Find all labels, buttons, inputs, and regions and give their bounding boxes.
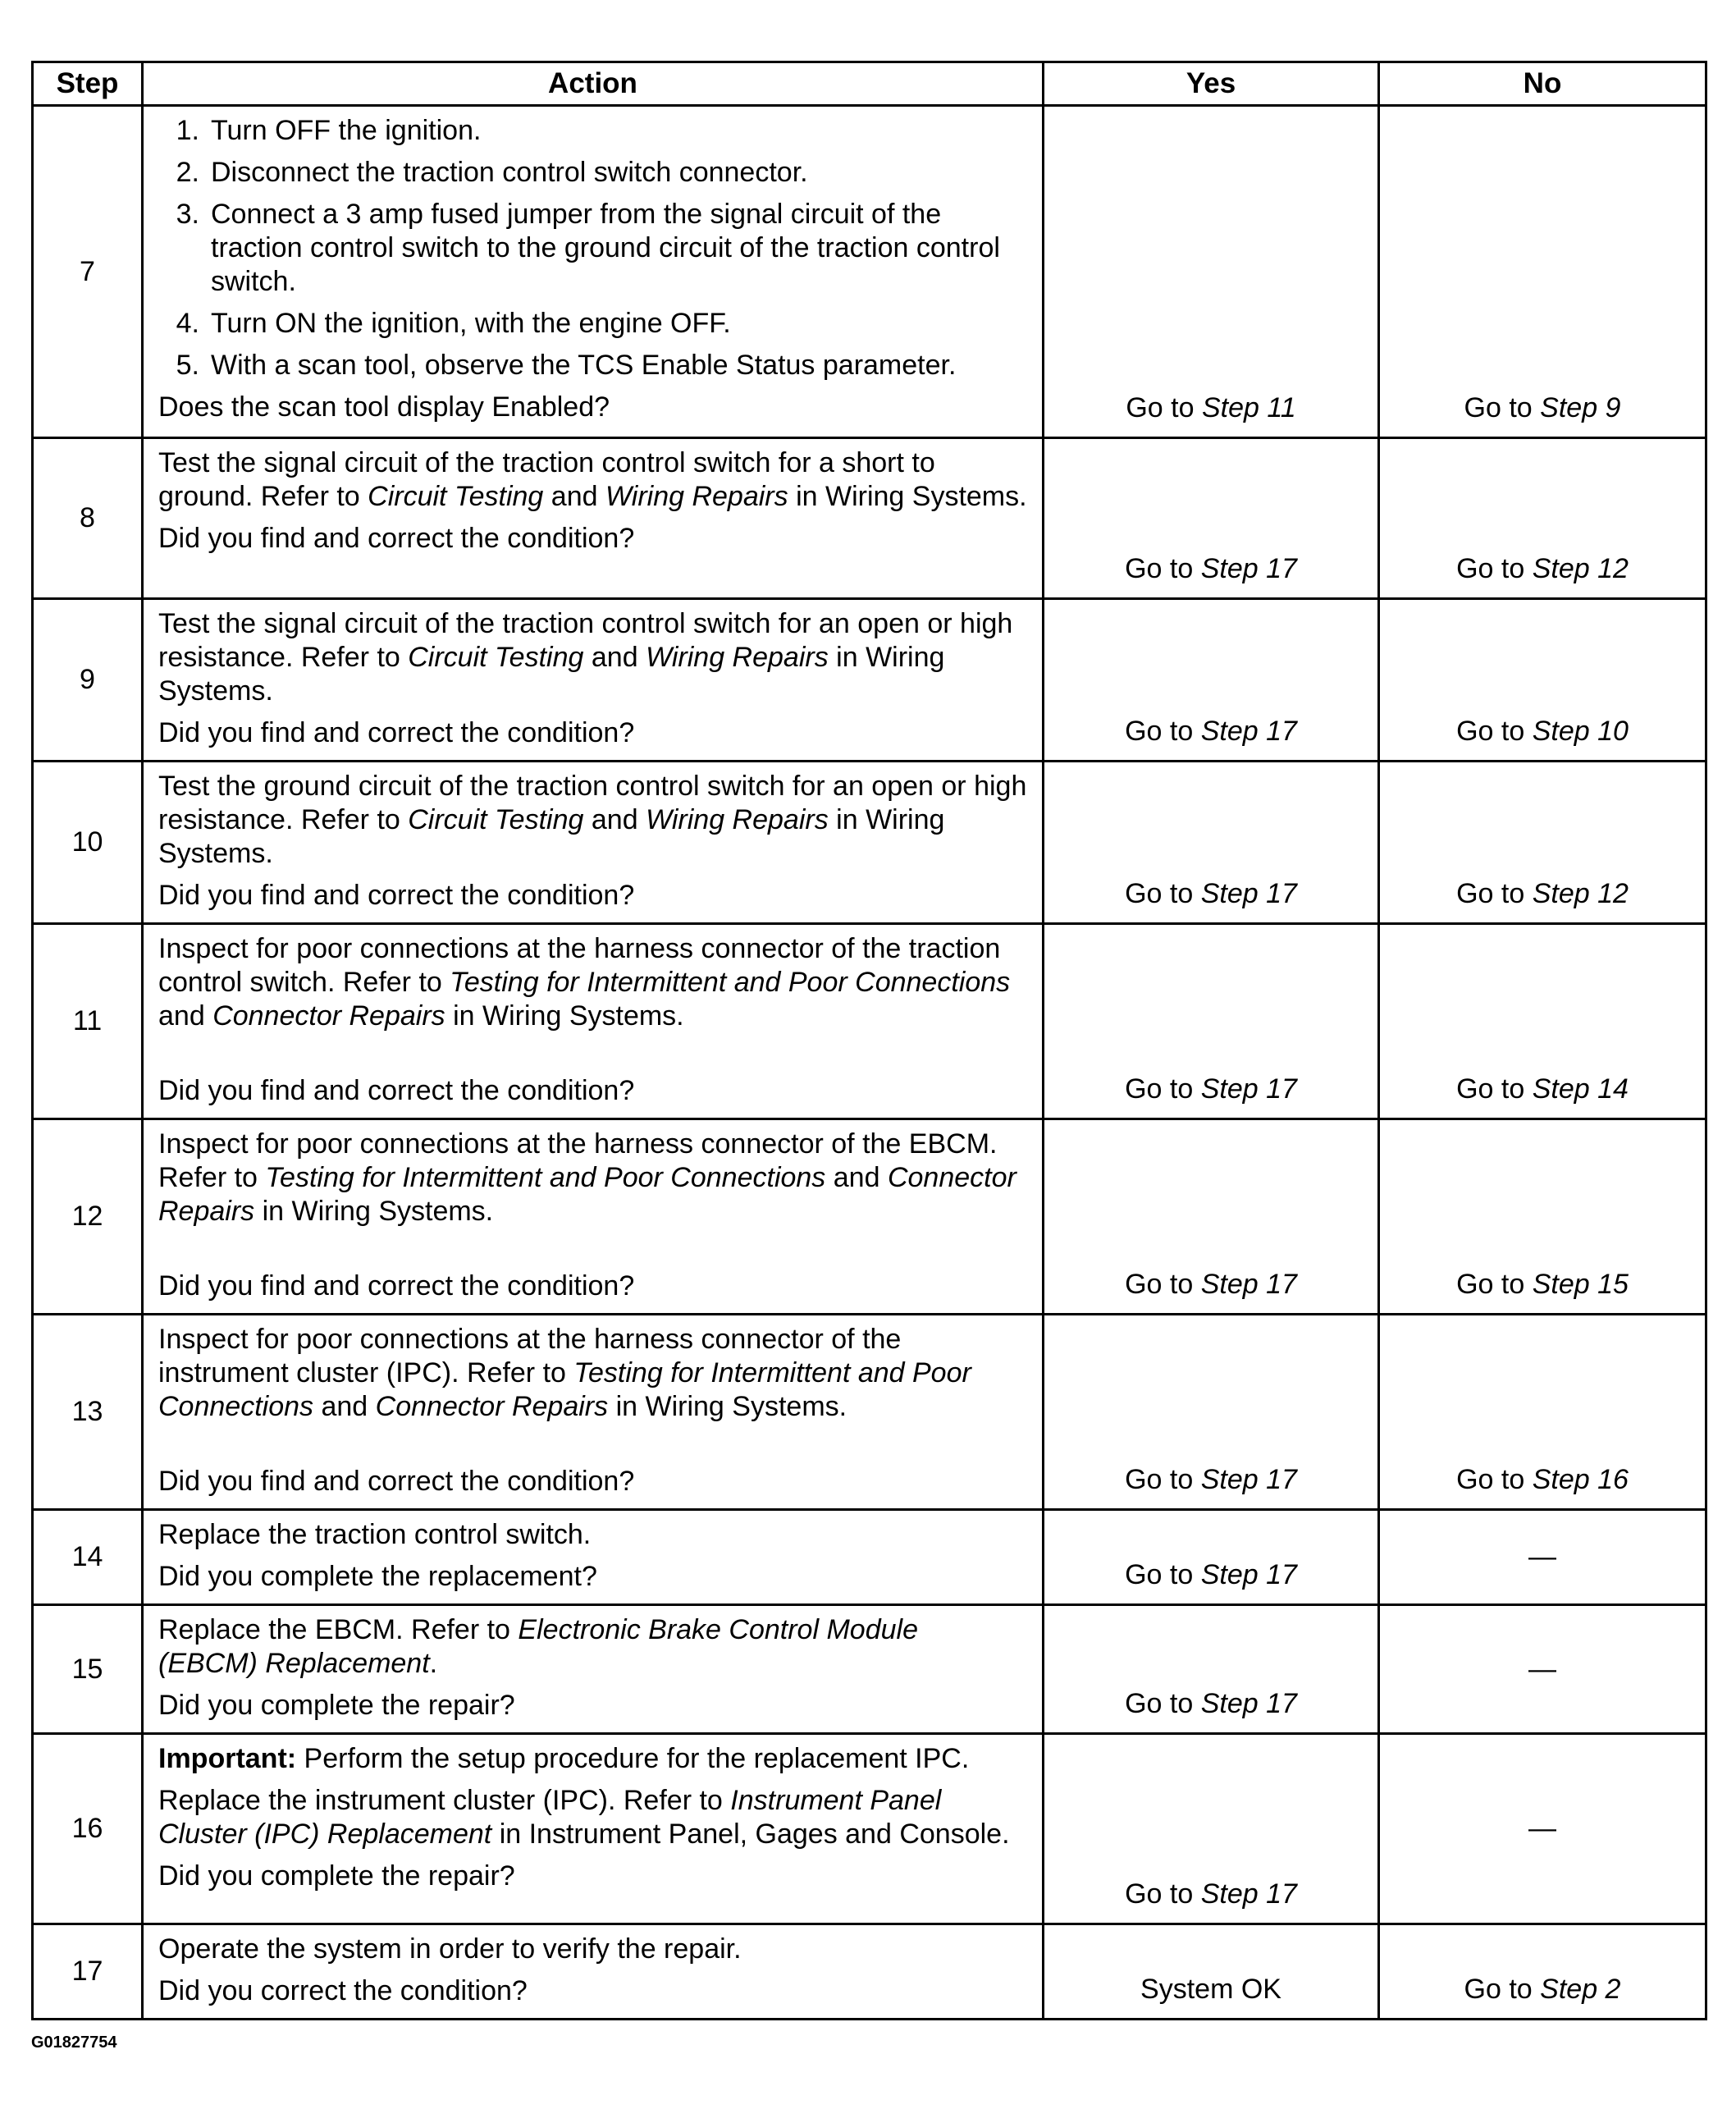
no-cell: Go to Step 10 [1379,599,1706,762]
step-reference: Step 12 [1532,553,1629,584]
table-row [33,1734,1706,1924]
table-row [33,1924,1706,2020]
step-reference: Step 17 [1200,878,1297,909]
action-cell [143,1315,1044,1510]
step-reference: Step 17 [1200,1559,1297,1590]
action-cell [143,762,1044,924]
step-number: 15 [33,1605,143,1734]
list-item: 5. With a scan tool, observe the TCS Enable Status parameter. [176,350,957,381]
step-number: 16 [33,1734,143,1924]
table-row [33,1605,1706,1734]
no-cell: — [1379,1734,1706,1924]
question-text: Did you find and correct the condition? [158,717,635,748]
table-row [33,762,1706,924]
no-cell: Go to Step 2 [1379,1924,1706,2020]
question-text: Did you find and correct the condition? [158,880,635,911]
yes-cell: Go to Step 17 [1044,599,1379,762]
no-cell: Go to Step 14 [1379,924,1706,1119]
no-cell: — [1379,1510,1706,1605]
header-step: Step [33,62,143,106]
important-label: Important: [158,1743,297,1774]
step-reference: Step 17 [1200,716,1297,747]
no-cell: Go to Step 12 [1379,762,1706,924]
step-reference: Step 17 [1200,1878,1297,1910]
question-text: Did you find and correct the condition? [158,1466,635,1497]
important-note: Important: Perform the setup procedure for the replacement IPC. [158,1743,970,1774]
question-text: Did you correct the condition? [158,1975,528,2006]
step-number: 11 [33,924,143,1119]
table-row [33,106,1706,438]
action-cell [143,599,1044,762]
step-number: 17 [33,1924,143,2020]
yes-cell: Go to Step 17 [1044,1315,1379,1510]
action-text: Test the signal circuit of the traction control switch for an open or high resistance. Refer to Circuit Testing and Wiring Repairs in Wiring Systems. [158,608,1013,707]
action-cell [143,1734,1044,1924]
action-cell [143,1510,1044,1605]
yes-cell: Go to Step 17 [1044,762,1379,924]
step-reference: Step 16 [1532,1464,1629,1495]
action-text: Inspect for poor connections at the harness connector of the EBCM. Refer to Testing for Intermittent and Poor Connections and Connector Repairs in Wiring Systems. [158,1128,1016,1227]
no-cell: — [1379,1605,1706,1734]
action-text: Inspect for poor connections at the harness connector of the instrument cluster (IPC). Refer to Testing for Intermittent and Poor Connections and Connector Repairs in Wiring Systems. [158,1324,971,1422]
step-reference: Step 11 [1201,392,1296,423]
figure-id: G01827754 [31,2034,117,2052]
yes-cell: Go to Step 17 [1044,924,1379,1119]
step-reference: Step 17 [1200,1464,1297,1495]
question-text: Does the scan tool display Enabled? [158,391,610,423]
step-reference: Step 9 [1540,392,1621,423]
yes-cell: Go to Step 17 [1044,1510,1379,1605]
step-reference: Step 17 [1200,1073,1297,1105]
question-text: Did you find and correct the condition? [158,1270,635,1302]
step-reference: Step 14 [1532,1073,1629,1105]
diagnostic-table [31,61,1707,2020]
step-reference: Step 17 [1200,553,1297,584]
step-number: 10 [33,762,143,924]
action-text: Replace the EBCM. Refer to Electronic Brake Control Module (EBCM) Replacement. [158,1614,918,1679]
header-row [33,62,1706,106]
step-reference: Step 12 [1532,878,1629,909]
step-reference: Step 15 [1532,1269,1629,1300]
step-number: 8 [33,438,143,599]
no-cell: Go to Step 16 [1379,1315,1706,1510]
yes-cell: Go to Step 17 [1044,1605,1379,1734]
action-text: Inspect for poor connections at the harness connector of the traction control switch. Refer to Testing for Intermittent and Poor Connections and Connector Repairs in Wiring Systems. [158,933,1011,1032]
step-number: 7 [33,106,143,438]
header-action: Action [143,62,1044,106]
action-cell [143,1119,1044,1315]
action-cell [143,106,1044,438]
action-text: Operate the system in order to verify the repair. [158,1933,742,1965]
no-cell: Go to Step 9 [1379,106,1706,438]
step-number: 9 [33,599,143,762]
question-text: Did you complete the repair? [158,1690,515,1721]
yes-cell: Go to Step 17 [1044,438,1379,599]
action-cell [143,1924,1044,2020]
action-cell [143,924,1044,1119]
table-row [33,1315,1706,1510]
table-row [33,1119,1706,1315]
yes-cell: Go to Step 17 [1044,1119,1379,1315]
action-text: Replace the instrument cluster (IPC). Refer to Instrument Panel Cluster (IPC) Replacement in Instrument Panel, Gages and Console. [158,1785,1010,1850]
header-yes: Yes [1044,62,1379,106]
list-item: 3. Connect a 3 amp fused jumper from the signal circuit of the traction control switch to the ground circuit of the traction control switch. [176,199,1000,297]
question-text: Did you find and correct the condition? [158,523,635,554]
diagnostic-table-container [31,61,1705,2020]
yes-cell: Go to Step 17 [1044,1734,1379,1924]
table-row [33,1510,1706,1605]
numbered-list [158,114,1030,382]
question-text: Did you find and correct the condition? [158,1075,635,1106]
list-item: 4. Turn ON the ignition, with the engine OFF. [176,308,731,339]
question-text: Did you complete the repair? [158,1860,515,1892]
yes-cell: System OK [1044,1924,1379,2020]
step-number: 14 [33,1510,143,1605]
list-item: 2. Disconnect the traction control switch connector. [176,157,808,188]
action-cell [143,1605,1044,1734]
step-reference: Step 10 [1532,716,1629,747]
step-reference: Step 17 [1200,1688,1297,1719]
table-row [33,599,1706,762]
table-row [33,924,1706,1119]
step-number: 12 [33,1119,143,1315]
step-reference: Step 17 [1200,1269,1297,1300]
action-text: Test the signal circuit of the traction control switch for a short to ground. Refer to Circuit Testing and Wiring Repairs in Wiring Systems. [158,447,1027,512]
step-number: 13 [33,1315,143,1510]
action-text: Replace the traction control switch. [158,1519,592,1550]
yes-cell: Go to Step 11 [1044,106,1379,438]
no-cell: Go to Step 15 [1379,1119,1706,1315]
table-row [33,438,1706,599]
header-no: No [1379,62,1706,106]
action-text: Test the ground circuit of the traction control switch for an open or high resistance. Refer to Circuit Testing and Wiring Repairs in Wiring Systems. [158,771,1027,869]
list-item: 1. Turn OFF the ignition. [176,115,482,146]
no-cell: Go to Step 12 [1379,438,1706,599]
action-cell [143,438,1044,599]
step-reference: Step 2 [1540,1974,1621,2005]
question-text: Did you complete the replacement? [158,1561,597,1592]
